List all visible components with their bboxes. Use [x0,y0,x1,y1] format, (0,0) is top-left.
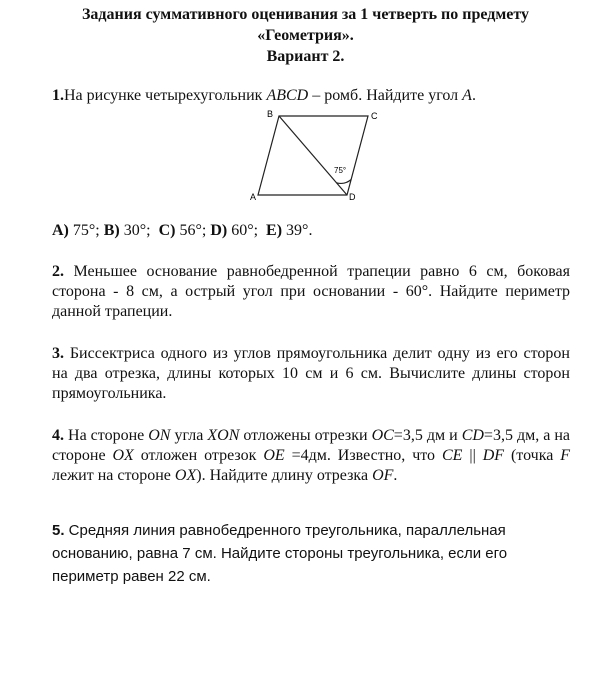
title-line-2: «Геометрия». [257,27,354,44]
option-a-value: 75°; [68,222,100,239]
question-2-text: Меньшее основание равнобедренной трапеции равно 6 см, боковая сторона - 8 см, а острый угол при основании - 60°. Найдите периметр данной трапеции. [52,263,570,320]
option-e-value: 39°. [282,222,313,239]
question-4: 4. На стороне ON угла XON отложены отрезки OC=3,5 дм и CD=3,5 дм, а на стороне OX отложен отрезок OE =4дм. Известно, что CE || DF (точка F лежит на стороне OX). Найдите длину отрезка OF. [52,427,571,484]
option-c-value: 56°; [175,222,207,239]
question-2 [52,262,570,322]
vertex-label-b: B [267,109,274,119]
answer-options [52,221,570,241]
question-3-number: 3. [52,345,64,362]
question-2-number: 2. [52,263,64,280]
option-b-value: 30°; [119,222,151,239]
vertex-label-d: D [349,192,356,202]
angle-arc [337,180,352,184]
option-b-letter: B) [103,222,120,239]
option-d-letter: D) [210,222,228,239]
question-3-text: Биссектриса одного из углов прямоугольника делит одну из его сторон на два отрезка, длины которых 10 см и 6 см. Вычислите длины сторон прямоугольника. [52,345,570,402]
question-1-number: 1. [52,87,64,104]
option-c-letter: C) [158,222,176,239]
angle-name: A [462,87,472,104]
rhombus-outline [258,116,368,195]
question-1: 1.На рисунке четырехугольник ABCD – ромб. Найдите угол A. [52,87,476,104]
vertex-label-a: A [250,192,257,202]
question-3 [52,344,570,404]
vertex-label-c: C [371,111,378,121]
question-5-text: Средняя линия равнобедренного треугольника, параллельная основанию, равна 7 см. Найдите стороны треугольника, если его периметр равен 22 см. [52,522,508,585]
title-line-3: Вариант 2. [266,48,345,65]
option-e-letter: E) [266,222,283,239]
option-d-value: 60°; [227,222,259,239]
question-4-number: 4. [52,427,64,444]
option-a-letter: A) [52,222,69,239]
angle-label: 75° [334,166,347,175]
question-5 [52,519,570,588]
diagonal-bd [279,116,347,195]
page-title [0,4,611,67]
title-line-1: Задания суммативного оценивания за 1 четверть по предмету [81,6,529,23]
figure-name: ABCD [266,87,309,104]
question-5-number: 5. [52,522,65,539]
